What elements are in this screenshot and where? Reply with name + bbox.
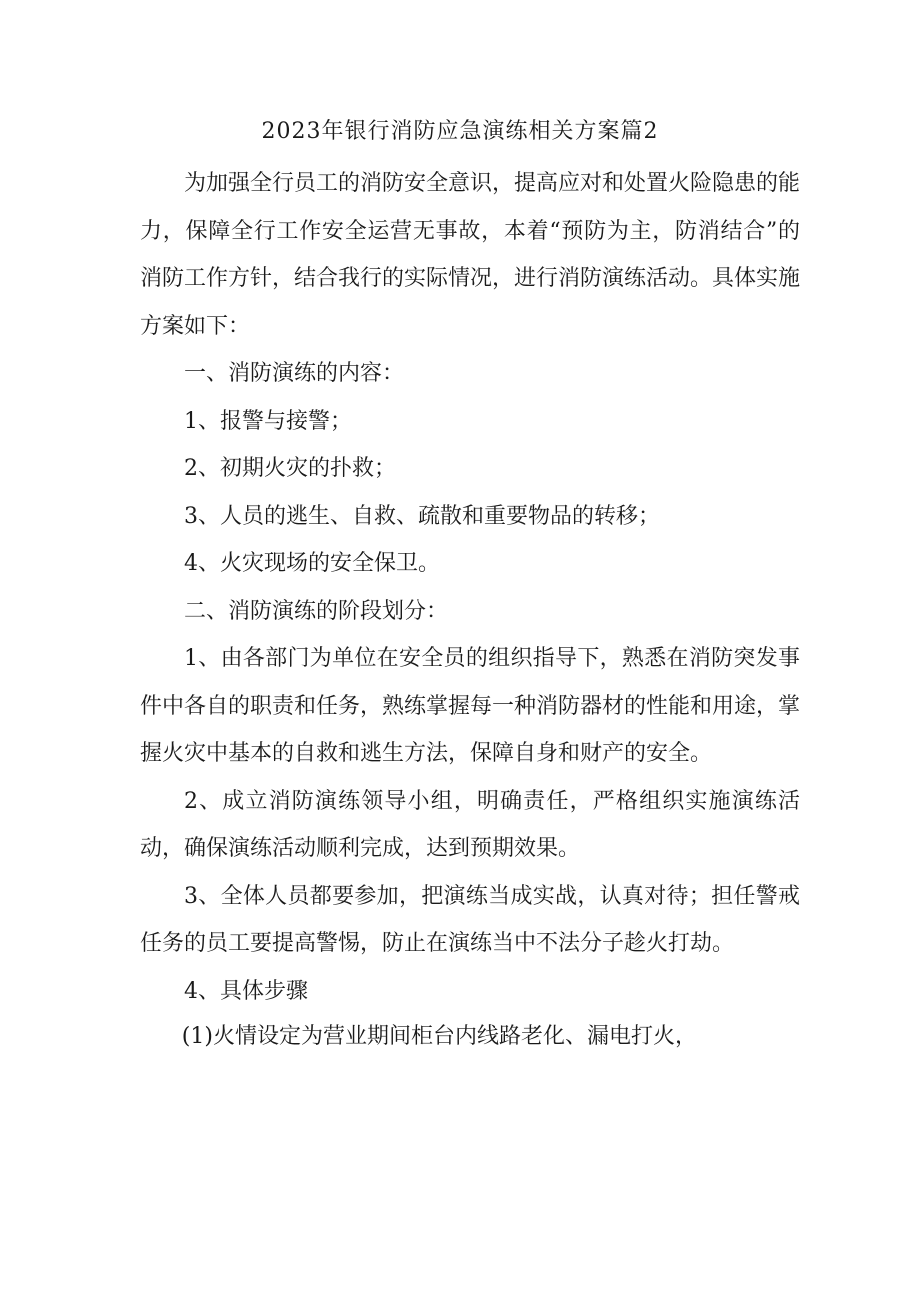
stage-item-2: 2、成立消防演练领导小组，明确责任，严格组织实施演练活动，确保演练活动顺利完成，达到预期效果。 [140, 788, 800, 861]
content-item-2: 2、初期火灾的扑救； [184, 456, 396, 481]
step-item-1: (1)火情设定为营业期间柜台内线路老化、漏电打火， [181, 1024, 697, 1049]
content-item-1: 1、报警与接警； [184, 408, 352, 434]
stage-item-3: 3、全体人员都要参加，把演练当成实战，认真对待；担任警戒任务的员工要提高警惕，防止在演练当中不法分子趁火打劫。 [140, 883, 800, 956]
stage-item-4: 4、具体步骤 [184, 978, 308, 1004]
content-item-4: 4、火灾现场的安全保卫。 [184, 551, 440, 576]
document-body [140, 160, 800, 1059]
document-title: 2023年银行消防应急演练相关方案篇2 [261, 119, 659, 144]
stage-item-1: 1、由各部门为单位在安全员的组织指导下，熟悉在消防突发事件中各自的职责和任务，熟练掌握每一种消防器材的性能和用途，掌握火灾中基本的自救和逃生方法，保障自身和财产的安全。 [140, 646, 801, 766]
section-heading-content: 一、消防演练的内容： [184, 361, 405, 386]
intro-paragraph: 为加强全行员工的消防安全意识，提高应对和处置火险隐患的能力，保障全行工作安全运营无事故，本着“预防为主，防消结合”的消防工作方针，结合我行的实际情况，进行消防演练活动。具体实施方案如下： [140, 171, 801, 339]
content-item-3: 3、人员的逃生、自救、疏散和重要物品的转移； [184, 503, 660, 529]
section-heading-stages: 二、消防演练的阶段划分： [184, 598, 449, 624]
